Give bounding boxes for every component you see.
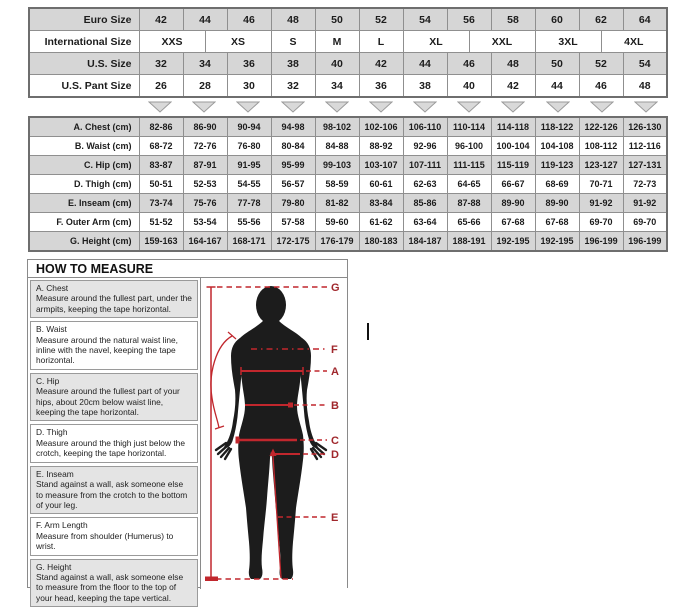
body-figure-svg	[201, 278, 347, 589]
body-figure-area	[201, 278, 347, 589]
size-cell: 30	[227, 75, 271, 98]
measure-cell: 56-57	[271, 175, 315, 194]
measure-cell: 69-70	[623, 213, 667, 232]
size-cell: 44	[403, 53, 447, 75]
instruction-text: Stand against a wall, ask someone else to measure from the floor to the top of your head, keeping the tape vertical.	[36, 571, 184, 603]
measure-cell: 52-53	[183, 175, 227, 194]
size-cell: 3XL	[535, 31, 601, 53]
measure-cell: 50-51	[139, 175, 183, 194]
size-cell: 46	[227, 8, 271, 31]
column-arrow-slot	[271, 98, 315, 114]
column-arrow-slot	[138, 98, 182, 114]
figure-marker-label: D	[331, 449, 339, 461]
measure-cell: 99-103	[315, 156, 359, 175]
size-cell: 56	[447, 8, 491, 31]
size-cell: 48	[271, 8, 315, 31]
size-cell: 42	[359, 53, 403, 75]
measure-cell: 80-84	[271, 137, 315, 156]
measure-cell: 73-74	[139, 194, 183, 213]
measure-cell: 67-68	[535, 213, 579, 232]
size-cell: 62	[579, 8, 623, 31]
size-cell: XS	[205, 31, 271, 53]
measure-cell: 59-60	[315, 213, 359, 232]
body-measurement-table	[28, 116, 668, 252]
measure-cell: 122-126	[579, 117, 623, 137]
size-cell: 50	[315, 8, 359, 31]
measure-cell: 114-118	[491, 117, 535, 137]
instruction-title: A. Chest	[36, 283, 69, 293]
measure-cell: 100-104	[491, 137, 535, 156]
arm-length-curve	[211, 336, 232, 428]
measure-cell: 61-62	[359, 213, 403, 232]
measure-cell: 60-61	[359, 175, 403, 194]
measure-cell: 82-86	[139, 117, 183, 137]
measure-cell: 196-199	[623, 232, 667, 252]
down-triangle-icon	[413, 101, 437, 113]
size-cell: 46	[579, 75, 623, 98]
measure-cell: 89-90	[535, 194, 579, 213]
measure-cell: 98-102	[315, 117, 359, 137]
size-cell: 44	[183, 8, 227, 31]
size-cell: 36	[359, 75, 403, 98]
waist-line-end-square	[288, 403, 293, 408]
column-arrow-slot	[447, 98, 491, 114]
measure-cell: 85-86	[403, 194, 447, 213]
measure-cell: 63-64	[403, 213, 447, 232]
row-label: E. Inseam (cm)	[29, 194, 139, 213]
down-triangle-icon	[236, 101, 260, 113]
down-triangle-icon	[281, 101, 305, 113]
how-to-measure-title: HOW TO MEASURE	[28, 260, 347, 278]
size-cell: 26	[139, 75, 183, 98]
down-triangle-icon	[148, 101, 172, 113]
measure-cell: 172-175	[271, 232, 315, 252]
table-row	[29, 175, 667, 194]
size-cell: L	[359, 31, 403, 53]
column-arrow-slot	[315, 98, 359, 114]
measure-cell: 66-67	[491, 175, 535, 194]
instruction-title: F. Arm Length	[36, 520, 88, 531]
instruction-text: Stand against a wall, ask someone else to measure from the crotch to the bottom of your leg.	[36, 479, 188, 510]
measure-cell: 112-116	[623, 137, 667, 156]
measure-cell: 110-114	[447, 117, 491, 137]
height-line-bottom-cap	[205, 577, 218, 582]
measure-cell: 76-80	[227, 137, 271, 156]
measure-cell: 89-90	[491, 194, 535, 213]
measure-cell: 180-183	[359, 232, 403, 252]
silhouette-head	[256, 286, 286, 324]
measure-cell: 54-55	[227, 175, 271, 194]
measure-cell: 51-52	[139, 213, 183, 232]
measure-instruction-box	[30, 559, 198, 608]
size-cell: 52	[359, 8, 403, 31]
down-triangle-icon	[634, 101, 658, 113]
size-cell: 54	[623, 53, 667, 75]
measure-cell: 96-100	[447, 137, 491, 156]
figure-marker-label: F	[331, 344, 338, 356]
column-arrow-slot	[226, 98, 270, 114]
size-cell: 58	[491, 8, 535, 31]
measure-cell: 90-94	[227, 117, 271, 137]
instruction-title: C. Hip	[36, 375, 60, 386]
measure-instruction-box	[30, 424, 198, 462]
measure-cell: 196-199	[579, 232, 623, 252]
figure-marker-label: E	[331, 512, 339, 524]
measure-cell: 111-115	[447, 156, 491, 175]
size-cell: 42	[139, 8, 183, 31]
measure-cell: 62-63	[403, 175, 447, 194]
size-cell: 40	[315, 53, 359, 75]
row-label: B. Waist (cm)	[29, 137, 139, 156]
measure-instruction-box	[30, 321, 198, 370]
instruction-title: G. Height	[36, 561, 72, 572]
column-arrow-slot	[580, 98, 624, 114]
measure-cell: 168-171	[227, 232, 271, 252]
row-label: C. Hip (cm)	[29, 156, 139, 175]
down-triangle-icon	[369, 101, 393, 113]
measure-cell: 159-163	[139, 232, 183, 252]
size-cell: S	[271, 31, 315, 53]
row-label: A. Chest (cm)	[29, 117, 139, 137]
instruction-title: E. Inseam	[36, 468, 74, 479]
table-row	[29, 31, 667, 53]
measure-cell: 58-59	[315, 175, 359, 194]
measure-instruction-box	[30, 517, 198, 555]
figure-marker-labels	[331, 282, 340, 524]
measure-cell: 95-99	[271, 156, 315, 175]
row-label: U.S. Pant Size	[29, 75, 139, 98]
measure-cell: 65-66	[447, 213, 491, 232]
down-triangle-icon	[501, 101, 525, 113]
size-cell: 50	[535, 53, 579, 75]
measure-cell: 81-82	[315, 194, 359, 213]
size-cell: 54	[403, 8, 447, 31]
table-row	[29, 213, 667, 232]
size-cell: 52	[579, 53, 623, 75]
size-cell: 34	[183, 53, 227, 75]
measure-cell: 164-167	[183, 232, 227, 252]
instruction-text: Measure around the fullest part, under the armpits, keeping the tape horizontal.	[36, 293, 192, 314]
row-label: Euro Size	[29, 8, 139, 31]
measure-cell: 77-78	[227, 194, 271, 213]
measure-cell: 79-80	[271, 194, 315, 213]
measure-cell: 68-72	[139, 137, 183, 156]
measure-cell: 176-179	[315, 232, 359, 252]
down-triangle-icon	[546, 101, 570, 113]
measure-cell: 67-68	[491, 213, 535, 232]
measure-cell: 94-98	[271, 117, 315, 137]
table-row	[29, 53, 667, 75]
measure-cell: 188-191	[447, 232, 491, 252]
column-arrow-slot	[359, 98, 403, 114]
measure-cell: 184-187	[403, 232, 447, 252]
down-triangle-icon	[457, 101, 481, 113]
measure-cell: 55-56	[227, 213, 271, 232]
row-label: International Size	[29, 31, 139, 53]
table-row	[29, 156, 667, 175]
size-cell: 28	[183, 75, 227, 98]
measure-cell: 123-127	[579, 156, 623, 175]
figure-marker-label: B	[331, 400, 339, 412]
size-cell: 36	[227, 53, 271, 75]
column-arrows-row	[138, 98, 668, 114]
table-row	[29, 75, 667, 98]
size-cell: 48	[623, 75, 667, 98]
measure-cell: 57-58	[271, 213, 315, 232]
measure-cell: 87-88	[447, 194, 491, 213]
arm-curve-bottom-tick	[215, 426, 224, 429]
measure-cell: 91-95	[227, 156, 271, 175]
size-cell: 64	[623, 8, 667, 31]
size-cell: 44	[535, 75, 579, 98]
figure-marker-label: C	[331, 435, 339, 447]
measure-cell: 91-92	[623, 194, 667, 213]
column-arrow-slot	[403, 98, 447, 114]
measure-cell: 127-131	[623, 156, 667, 175]
size-cell: 38	[271, 53, 315, 75]
row-label: D. Thigh (cm)	[29, 175, 139, 194]
measure-instructions-list	[28, 278, 201, 603]
measure-instruction-box	[30, 466, 198, 515]
measure-cell: 108-112	[579, 137, 623, 156]
table-row	[29, 117, 667, 137]
size-cell: 32	[139, 53, 183, 75]
row-label: G. Height (cm)	[29, 232, 139, 252]
instruction-text: Measure around the thigh just below the crotch, keeping the tape horizontal.	[36, 437, 185, 459]
measure-cell: 86-90	[183, 117, 227, 137]
measure-cell: 75-76	[183, 194, 227, 213]
hip-line-left-cap	[236, 437, 240, 444]
silhouette-torso-legs	[237, 320, 306, 579]
measure-cell: 70-71	[579, 175, 623, 194]
measure-cell: 87-91	[183, 156, 227, 175]
size-cell: 4XL	[601, 31, 667, 53]
size-cell: 40	[447, 75, 491, 98]
size-cell: XXS	[139, 31, 205, 53]
measure-cell: 119-123	[535, 156, 579, 175]
size-table-body	[29, 8, 667, 97]
measure-cell: 103-107	[359, 156, 403, 175]
column-arrow-slot	[182, 98, 226, 114]
table-row	[29, 137, 667, 156]
measure-table-body	[29, 117, 667, 251]
measure-cell: 115-119	[491, 156, 535, 175]
measure-cell: 104-108	[535, 137, 579, 156]
size-conversion-table	[28, 7, 668, 98]
instruction-title: D. Thigh	[36, 427, 68, 438]
measure-cell: 84-88	[315, 137, 359, 156]
measure-cell: 192-195	[491, 232, 535, 252]
down-triangle-icon	[325, 101, 349, 113]
measure-cell: 72-76	[183, 137, 227, 156]
table-row	[29, 232, 667, 252]
measure-cell: 126-130	[623, 117, 667, 137]
size-cell: XXL	[469, 31, 535, 53]
measure-instruction-box	[30, 373, 198, 422]
instruction-title: B. Waist	[36, 324, 67, 335]
size-cell: 46	[447, 53, 491, 75]
table-row	[29, 194, 667, 213]
measure-cell: 83-87	[139, 156, 183, 175]
size-cell: 38	[403, 75, 447, 98]
figure-marker-label: G	[331, 282, 340, 294]
how-to-measure-body	[28, 278, 347, 603]
size-cell: 48	[491, 53, 535, 75]
measure-cell: 106-110	[403, 117, 447, 137]
column-arrow-slot	[536, 98, 580, 114]
instruction-text: Measure around the fullest part of your hips, about 20cm below waist line, keeping the tape horizontal.	[36, 386, 180, 418]
size-cell: XL	[403, 31, 469, 53]
figure-marker-label: A	[331, 366, 339, 378]
size-cell: 34	[315, 75, 359, 98]
measure-cell: 192-195	[535, 232, 579, 252]
measure-cell: 107-111	[403, 156, 447, 175]
measure-instruction-box	[30, 280, 198, 318]
measure-cell: 72-73	[623, 175, 667, 194]
table-row	[29, 8, 667, 31]
instruction-text: Measure around the natural waist line, inline with the navel, keeping the tape horizontal.	[36, 334, 178, 366]
row-label: U.S. Size	[29, 53, 139, 75]
measure-cell: 69-70	[579, 213, 623, 232]
text-cursor-artifact	[367, 323, 369, 340]
row-label: F. Outer Arm (cm)	[29, 213, 139, 232]
measure-cell: 102-106	[359, 117, 403, 137]
measure-cell: 83-84	[359, 194, 403, 213]
column-arrow-slot	[491, 98, 535, 114]
measure-cell: 88-92	[359, 137, 403, 156]
measure-cell: 91-92	[579, 194, 623, 213]
measure-cell: 64-65	[447, 175, 491, 194]
size-cell: M	[315, 31, 359, 53]
instruction-text: Measure from shoulder (Humerus) to wrist.	[36, 530, 174, 552]
how-to-measure-panel	[27, 259, 348, 603]
measure-cell: 53-54	[183, 213, 227, 232]
down-triangle-icon	[192, 101, 216, 113]
column-arrow-slot	[624, 98, 668, 114]
down-triangle-icon	[590, 101, 614, 113]
measure-cell: 92-96	[403, 137, 447, 156]
size-cell: 32	[271, 75, 315, 98]
measure-cell: 118-122	[535, 117, 579, 137]
size-cell: 42	[491, 75, 535, 98]
human-silhouette	[216, 286, 326, 579]
measure-cell: 68-69	[535, 175, 579, 194]
size-cell: 60	[535, 8, 579, 31]
